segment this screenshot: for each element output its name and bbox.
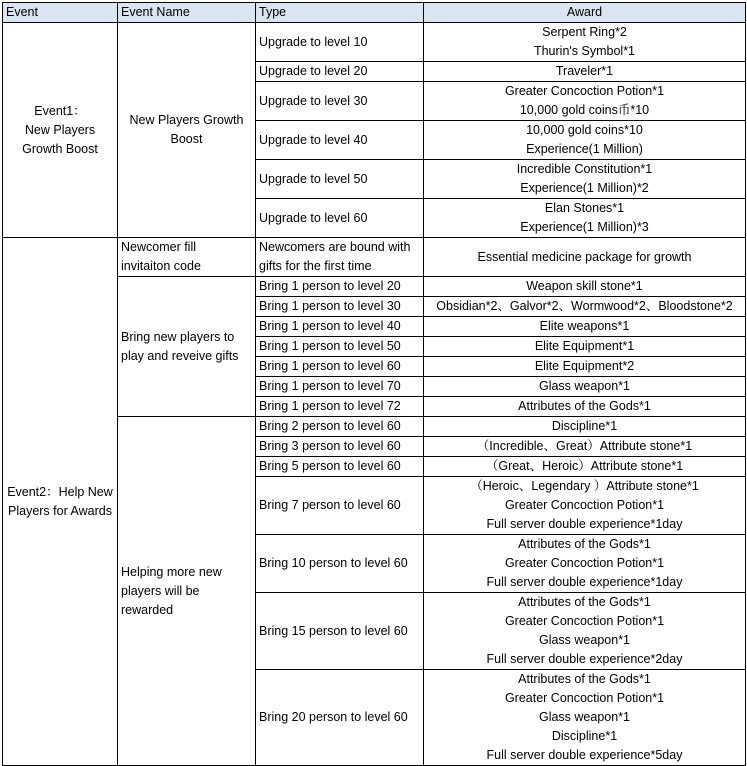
type-cell: Bring 1 person to level 20 <box>256 277 424 297</box>
type-cell: Bring 1 person to level 70 <box>256 377 424 397</box>
award-line: Greater Concoction Potion*1 <box>504 614 665 628</box>
award-line: Serpent Ring*2 <box>542 25 627 39</box>
event1-name-cell <box>118 23 256 238</box>
header-event-name: Event Name <box>118 3 256 23</box>
award-cell <box>424 199 746 238</box>
event2-group3-name-cell <box>118 417 256 766</box>
award-cell <box>424 477 746 535</box>
award-line: Experience(1 Million)*2 <box>520 181 649 195</box>
award-cell <box>424 670 746 766</box>
award-line: （Heroic、Legendary ）Attribute stone*1 <box>470 479 699 493</box>
type-cell: Bring 15 person to level 60 <box>256 593 424 670</box>
award-cell <box>424 535 746 593</box>
type-cell: Bring 20 person to level 60 <box>256 670 424 766</box>
award-cell: （Incredible、Great）Attribute stone*1 <box>424 437 746 457</box>
award-cell: Essential medicine package for growth <box>424 238 746 277</box>
events-table <box>2 2 746 766</box>
header-award: Award <box>424 3 746 23</box>
type-cell: Bring 5 person to level 60 <box>256 457 424 477</box>
event1-title-line: New Players <box>24 122 96 137</box>
award-cell <box>424 593 746 670</box>
award-line: Attributes of the Gods*1 <box>518 595 651 609</box>
group-name-line: play and reveive gifts <box>121 348 239 363</box>
group-name-line: Helping more new <box>121 564 222 579</box>
event2-group1-name-cell <box>118 238 256 277</box>
header-row <box>3 3 746 23</box>
event1-cell <box>3 23 118 238</box>
award-line: Greater Concoction Potion*1 <box>504 498 665 512</box>
event1-name-line: Boost <box>170 132 203 146</box>
award-cell: Weapon skill stone*1 <box>424 277 746 297</box>
table-row <box>3 238 746 277</box>
award-cell: Glass weapon*1 <box>424 377 746 397</box>
award-line: 10,000 gold coins*10 <box>526 123 643 137</box>
award-cell <box>424 121 746 160</box>
award-line: Full server double experience*5day <box>486 748 683 762</box>
event1-name-line: New Players Growth <box>129 113 244 127</box>
award-cell <box>424 160 746 199</box>
award-cell: Elite Equipment*2 <box>424 357 746 377</box>
award-cell: Elite Equipment*1 <box>424 337 746 357</box>
award-line: Full server double experience*2day <box>486 652 683 666</box>
award-cell: Elite weapons*1 <box>424 317 746 337</box>
award-line: Glass weapon*1 <box>538 633 631 647</box>
event2-cell <box>3 238 118 766</box>
award-line: Experience(1 Million)*3 <box>520 220 649 234</box>
type-cell: Upgrade to level 10 <box>256 23 424 62</box>
award-cell <box>424 23 746 62</box>
award-cell: Attributes of the Gods*1 <box>424 397 746 417</box>
award-line: Full server double experience*1day <box>486 517 683 531</box>
type-cell: Bring 1 person to level 50 <box>256 337 424 357</box>
type-cell: Bring 3 person to level 60 <box>256 437 424 457</box>
award-line: Experience(1 Million) <box>526 142 643 156</box>
award-cell: （Great、Heroic）Attribute stone*1 <box>424 457 746 477</box>
type-cell: Upgrade to level 20 <box>256 62 424 82</box>
award-line: Discipline*1 <box>551 729 618 743</box>
type-cell: Bring 1 person to level 30 <box>256 297 424 317</box>
award-line: Attributes of the Gods*1 <box>518 537 651 551</box>
award-cell <box>424 62 746 82</box>
event2-title-line: Event2：Help New <box>7 484 113 499</box>
award-cell: Obsidian*2、Galvor*2、Wormwood*2、Bloodstone*2 <box>424 297 746 317</box>
event2-group2-name-cell <box>118 277 256 417</box>
group-name-line: invitaiton code <box>121 259 201 273</box>
award-line: Attributes of the Gods*1 <box>518 672 651 686</box>
header-type: Type <box>256 3 424 23</box>
type-cell: Upgrade to level 50 <box>256 160 424 199</box>
type-cell: Bring 7 person to level 60 <box>256 477 424 535</box>
type-cell <box>256 238 424 277</box>
group-name-line: players will be <box>121 583 200 598</box>
type-cell: Bring 1 person to level 60 <box>256 357 424 377</box>
event2-title-line: Players for Awards <box>8 503 112 518</box>
type-line: gifts for the first time <box>259 259 372 273</box>
type-cell: Upgrade to level 40 <box>256 121 424 160</box>
award-line: Glass weapon*1 <box>538 710 631 724</box>
award-line: 10,000 gold coins币*10 <box>519 103 650 117</box>
group-name-line: Bring new players to <box>121 329 235 344</box>
award-line: Greater Concoction Potion*1 <box>504 84 665 98</box>
type-line: Newcomers are bound with <box>259 240 411 254</box>
type-cell: Bring 1 person to level 72 <box>256 397 424 417</box>
award-cell: Discipline*1 <box>424 417 746 437</box>
award-line: Full server double experience*1day <box>486 575 683 589</box>
event1-title-line: Event1： <box>34 103 86 118</box>
group-name-line: rewarded <box>121 602 174 617</box>
event1-title-line: Growth Boost <box>22 141 98 156</box>
award-line: Incredible Constitution*1 <box>516 162 653 176</box>
award-cell <box>424 82 746 121</box>
type-cell: Bring 1 person to level 40 <box>256 317 424 337</box>
award-line: Greater Concoction Potion*1 <box>504 691 665 705</box>
type-cell: Bring 10 person to level 60 <box>256 535 424 593</box>
group-name-line: Newcomer fill <box>121 240 197 254</box>
header-event: Event <box>3 3 118 23</box>
table-row <box>3 23 746 62</box>
award-line: Thurin's Symbol*1 <box>533 44 636 58</box>
type-cell: Upgrade to level 30 <box>256 82 424 121</box>
type-cell: Upgrade to level 60 <box>256 199 424 238</box>
award-line: Traveler*1 <box>555 64 614 78</box>
award-line: Elan Stones*1 <box>544 201 625 215</box>
type-cell: Bring 2 person to level 60 <box>256 417 424 437</box>
award-line: Greater Concoction Potion*1 <box>504 556 665 570</box>
